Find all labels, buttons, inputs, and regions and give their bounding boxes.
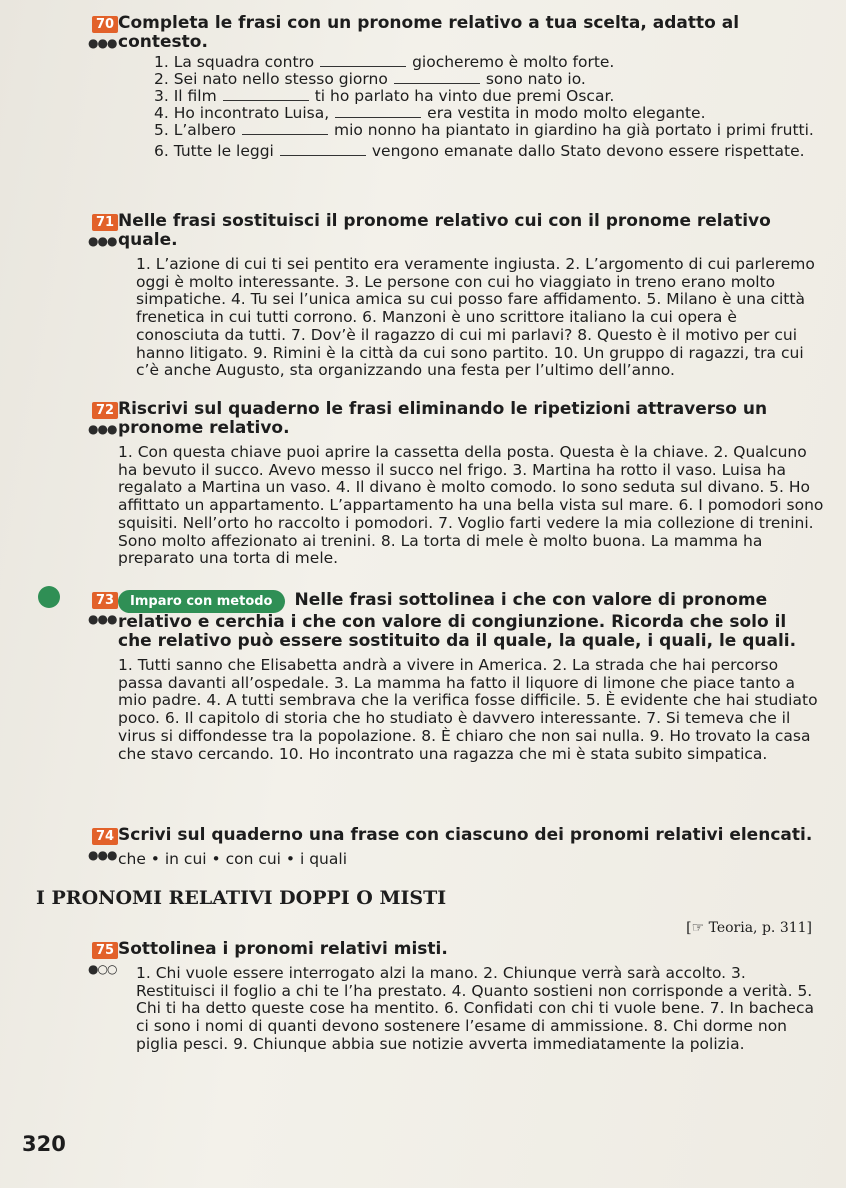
fill-item-6: 6. Tutte le leggi vengono emanate dallo Stato devono essere rispettate.: [154, 142, 805, 160]
exercise-title: Nelle frasi sottolinea i che con valore di pronome relativo e cerchia i che con valore di congiunzione. Ricorda che solo il che relativo può essere sostituito da il quale, la quale, i quali, le quali.: [118, 590, 797, 651]
exercise-title: Completa le frasi con un pronome relativo a tua scelta, adatto al contesto.: [118, 13, 740, 52]
method-badge: Imparo con metodo: [118, 590, 285, 613]
exercise-text: 1. Con questa chiave puoi aprire la cassetta della posta. Questa è la chiave. 2. Qualcuno ha bevuto il succo. Avevo messo il succo nel frigo. 3. Martina ha rotto il vaso. Luisa ha regalato a Martina un vaso. 4. Il divano è molto comodo. Io sono seduta sul divano. 5. Ho affittato un appartamento. L’appartamento ha una bella vista sul mare. 6. I pomodori sono squisiti. Nell’orto ho raccolto i pomodori. 7. Voglio farti vedere la mia collezione di trenini. Sono molto affezionato ai trenini. 8. La torta di mele è molto buona. La mamma ha preparato una torta di mele.: [118, 443, 824, 568]
method-marker-icon: [38, 586, 60, 608]
fill-item-2: 2. Sei nato nello stesso giorno sono nato io.: [154, 70, 586, 88]
exercise-73: [88, 590, 824, 763]
pronoun-list: che • in cui • con cui • i quali: [118, 850, 347, 868]
exercise-title: Riscrivi sul quaderno le frasi eliminando le ripetizioni attraverso un pronome relativo.: [118, 399, 768, 438]
exercise-number: 74: [92, 828, 118, 845]
exercise-text: 1. Tutti sanno che Elisabetta andrà a vivere in America. 2. La strada che hai percorso passa davanti all’ospedale. 3. La mamma ha fatto il liquore di limone che piace tanto a mio padre. 4. A tutti sembrava che la verifica fosse difficile. 5. È evidente che hai studiato poco. 6. Il capitolo di storia che ho studiato è davvero interessante. 7. Si temeva che il virus si diffondesse tra la popolazione. 8. È chiaro che non sai nulla. 9. Ho trovato la casa che stavo cercando. 10. Ho incontrato una ragazza che mi è stata subito simpatica.: [118, 656, 818, 763]
exercise-number: 72: [92, 402, 118, 419]
blank-field[interactable]: [242, 122, 328, 135]
exercise-72: [88, 399, 824, 568]
difficulty-dots: ●●●: [88, 848, 117, 862]
fill-item-5: 5. L’albero mio nonno ha piantato in giardino ha già portato i primi frutti.: [154, 121, 814, 139]
difficulty-dots: ●●●: [88, 422, 117, 436]
blank-field[interactable]: [320, 54, 406, 67]
exercise-number: 70: [92, 16, 118, 33]
exercise-75: [88, 939, 824, 1054]
exercise-number: 71: [92, 214, 118, 231]
exercise-74: [88, 825, 824, 869]
page-number: 320: [22, 1132, 66, 1156]
exercise-title: Sottolinea i pronomi relativi misti.: [118, 939, 448, 959]
theory-reference-link[interactable]: [☞ Teoria, p. 311]: [686, 920, 812, 936]
fill-item-1: 1. La squadra contro giocheremo è molto forte.: [154, 53, 615, 71]
blank-field[interactable]: [394, 71, 480, 84]
fill-item-3: 3. Il film ti ho parlato ha vinto due premi Oscar.: [154, 87, 615, 105]
blank-field[interactable]: [280, 143, 366, 156]
exercise-71: [88, 211, 824, 380]
exercise-text: 1. Chi vuole essere interrogato alzi la mano. 2. Chiunque verrà sarà accolto. 3. Restituisci il foglio a chi te l’ha prestato. 4. Quanto sostieni non corrisponde a verità. 5. Chi ti ha detto queste cose ha mentito. 6. Confidati con chi ti vuole bene. 7. In bacheca ci sono i nomi di quanti devono sostenere l’esame di ammissione. 8. Chi dorme non piglia pesci. 9. Chiunque abbia sue notizie avverta immediatamente la polizia.: [136, 964, 814, 1053]
exercise-title: Scrivi sul quaderno una frase con ciascuno dei pronomi relativi elencati.: [118, 825, 813, 845]
blank-field[interactable]: [335, 105, 421, 118]
fill-item-4: 4. Ho incontrato Luisa, era vestita in modo molto elegante.: [154, 104, 706, 122]
exercise-title: Nelle frasi sostituisci il pronome relativo cui con il pronome relativo quale.: [118, 211, 771, 250]
exercise-number: 75: [92, 942, 118, 959]
section-heading: I PRONOMI RELATIVI DOPPI O MISTI: [36, 887, 447, 909]
exercise-number: 73: [92, 592, 118, 609]
exercise-text: 1. L’azione di cui ti sei pentito era veramente ingiusta. 2. L’argomento di cui parleremo oggi è molto interessante. 3. Le persone con cui ho viaggiato in treno erano molto simpatiche. 4. Tu sei l’unica amica su cui posso fare affidamento. 5. Milano è una città frenetica in cui tutti corrono. 6. Manzoni è uno scrittore italiano la cui opera è conosciuta da tutti. 7. Dov’è il ragazzo di cui mi parlavi? 8. Questo è il motivo per cui hanno litigato. 9. Rimini è la città da cui sono partito. 10. Un gruppo di ragazzi, tra cui c’è anche Augusto, sta organizzando una festa per l’ultimo dell’anno.: [136, 255, 815, 380]
exercise-70: [88, 13, 824, 160]
blank-field[interactable]: [223, 88, 309, 101]
difficulty-dots: ●●●: [88, 36, 117, 50]
difficulty-dots: ●○○: [88, 962, 117, 976]
difficulty-dots: ●●●: [88, 612, 117, 626]
difficulty-dots: ●●●: [88, 234, 117, 248]
